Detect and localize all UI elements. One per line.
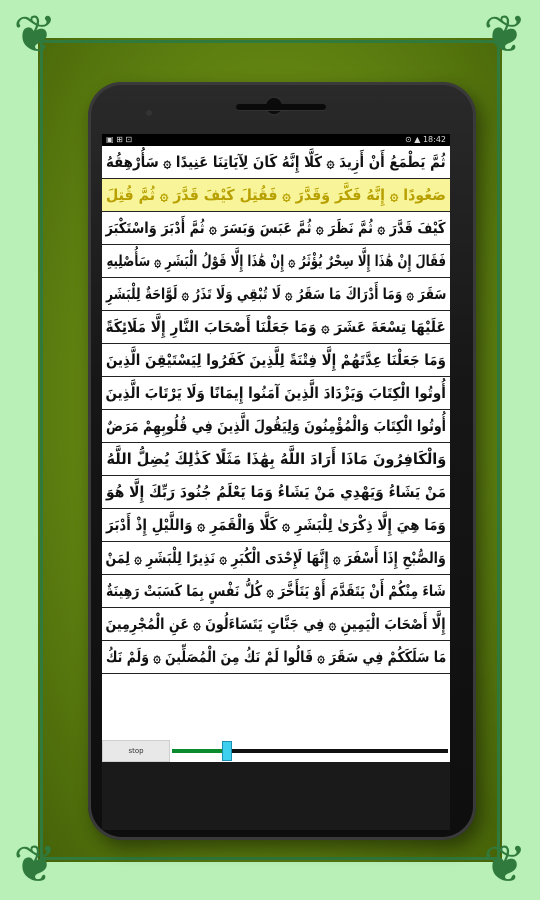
verse-line[interactable] (102, 608, 450, 641)
seek-bar[interactable] (172, 749, 448, 753)
corner-ornament-icon: ❦ (13, 835, 57, 895)
verse-text: وَالْكَافِرُونَ مَاذَا أَرَادَ اللَّهُ بِهَٰذَا مَثَلًا كَذَٰلِكَ يُضِلُّ اللَّهُ (106, 450, 446, 468)
verse-line[interactable] (102, 641, 450, 674)
status-right (405, 134, 446, 146)
verse-line-highlighted[interactable] (102, 179, 450, 212)
clock: 18:42 (422, 135, 446, 144)
corner-ornament-icon: ❦ (483, 5, 527, 65)
verse-text: صَعُودًا ۞ إِنَّهُ فَكَّرَ وَقَدَّرَ ۞ فَقُتِلَ كَيْفَ قَدَّرَ ۞ ثُمَّ قُتِلَ (106, 186, 446, 204)
verse-line[interactable] (102, 311, 450, 344)
corner-ornament-icon: ❦ (483, 835, 527, 895)
notification-icons: ▣ ⊞ ⊡ (106, 135, 133, 144)
verse-line[interactable] (102, 542, 450, 575)
verse-line[interactable] (102, 146, 450, 179)
status-bar (102, 134, 450, 146)
verse-text: أُوتُوا الْكِتَابَ وَيَزْدَادَ الَّذِينَ آمَنُوا إِيمَانًا وَلَا يَرْتَابَ الَّذِينَ (105, 384, 447, 402)
verse-text: إِلَّا أَصْحَابَ الْيَمِينِ ۞ فِي جَنَّاتٍ يَتَسَاءَلُونَ ۞ عَنِ الْمُجْرِمِينَ (105, 615, 447, 633)
verse-text: كَيْفَ قَدَّرَ ۞ ثُمَّ نَظَرَ ۞ ثُمَّ عَبَسَ وَبَسَرَ ۞ ثُمَّ أَدْبَرَ وَاسْتَكْبَرَ (105, 219, 447, 237)
verse-line[interactable] (102, 344, 450, 377)
verse-line[interactable] (102, 377, 450, 410)
verse-line[interactable] (102, 575, 450, 608)
verse-text: ثُمَّ يَطْمَعُ أَنْ أَزِيدَ ۞ كَلَّا إِنَّهُ كَانَ لِآيَاتِنَا عَنِيدًا ۞ سَأُرْهِقُهُ (106, 153, 446, 171)
verse-text: وَمَا جَعَلْنَا عِدَّتَهُمْ إِلَّا فِتْنَةً لِلَّذِينَ كَفَرُوا لِيَسْتَيْقِنَ الَّذِينَ (106, 351, 446, 369)
verse-text: مَنْ يَشَاءُ وَيَهْدِي مَنْ يَشَاءُ وَمَا يَعْلَمُ جُنُودَ رَبِّكَ إِلَّا هُوَ (105, 483, 447, 501)
player-controls (102, 740, 450, 762)
verse-text: سَقَرَ ۞ وَمَا أَدْرَاكَ مَا سَقَرُ ۞ لَا تُبْقِي وَلَا تَذَرُ ۞ لَوَّاحَةٌ لِلْبَشَرِ (105, 285, 447, 303)
corner-ornament-icon: ❦ (13, 5, 57, 65)
sensor (146, 110, 152, 116)
verse-line[interactable] (102, 476, 450, 509)
verse-text: وَمَا هِيَ إِلَّا ذِكْرَىٰ لِلْبَشَرِ ۞ كَلَّا وَالْقَمَرِ ۞ وَاللَّيْلِ إِذْ أَدْبَرَ (106, 516, 446, 534)
signal-icons: ⊙ ▲ (404, 135, 421, 144)
stop-button[interactable]: stop (102, 740, 170, 762)
verse-text: وَالصُّبْحِ إِذَا أَسْفَرَ ۞ إِنَّهَا لَإِحْدَى الْكُبَرِ ۞ نَذِيرًا لِلْبَشَرِ ۞ لِمَنْ (105, 549, 447, 567)
screen-bottom-area (102, 762, 450, 830)
verse-text: شَاءَ مِنْكُمْ أَنْ يَتَقَدَّمَ أَوْ يَتَأَخَّرَ ۞ كُلُّ نَفْسٍ بِمَا كَسَبَتْ رَهِينَةٌ (106, 582, 446, 600)
verse-text: عَلَيْهَا تِسْعَةَ عَشَرَ ۞ وَمَا جَعَلْنَا أَصْحَابَ النَّارِ إِلَّا مَلَائِكَةً (105, 318, 447, 336)
phone-screen (102, 134, 450, 830)
verse-text: فَقَالَ إِنْ هَٰذَا إِلَّا سِحْرٌ يُؤْثَرُ ۞ إِنْ هَٰذَا إِلَّا قَوْلُ الْبَشَرِ ۞ سَأُصْلِيهِ (106, 252, 446, 270)
seek-thumb[interactable] (222, 741, 232, 761)
verse-line[interactable] (102, 278, 450, 311)
verse-text: مَا سَلَكَكُمْ فِي سَقَرَ ۞ قَالُوا لَمْ نَكُ مِنَ الْمُصَلِّينَ ۞ وَلَمْ نَكُ (105, 648, 447, 666)
verse-text: أُوتُوا الْكِتَابَ وَالْمُؤْمِنُونَ وَلِيَقُولَ الَّذِينَ فِي قُلُوبِهِمْ مَرَضٌ (105, 417, 446, 435)
seek-progress (172, 749, 227, 753)
verse-line[interactable] (102, 212, 450, 245)
verse-line[interactable] (102, 509, 450, 542)
verse-line[interactable] (102, 410, 450, 443)
quran-page[interactable] (102, 146, 450, 740)
earpiece-speaker (236, 104, 326, 110)
verse-line[interactable] (102, 245, 450, 278)
verse-line[interactable] (102, 443, 450, 476)
phone-frame (88, 82, 476, 840)
